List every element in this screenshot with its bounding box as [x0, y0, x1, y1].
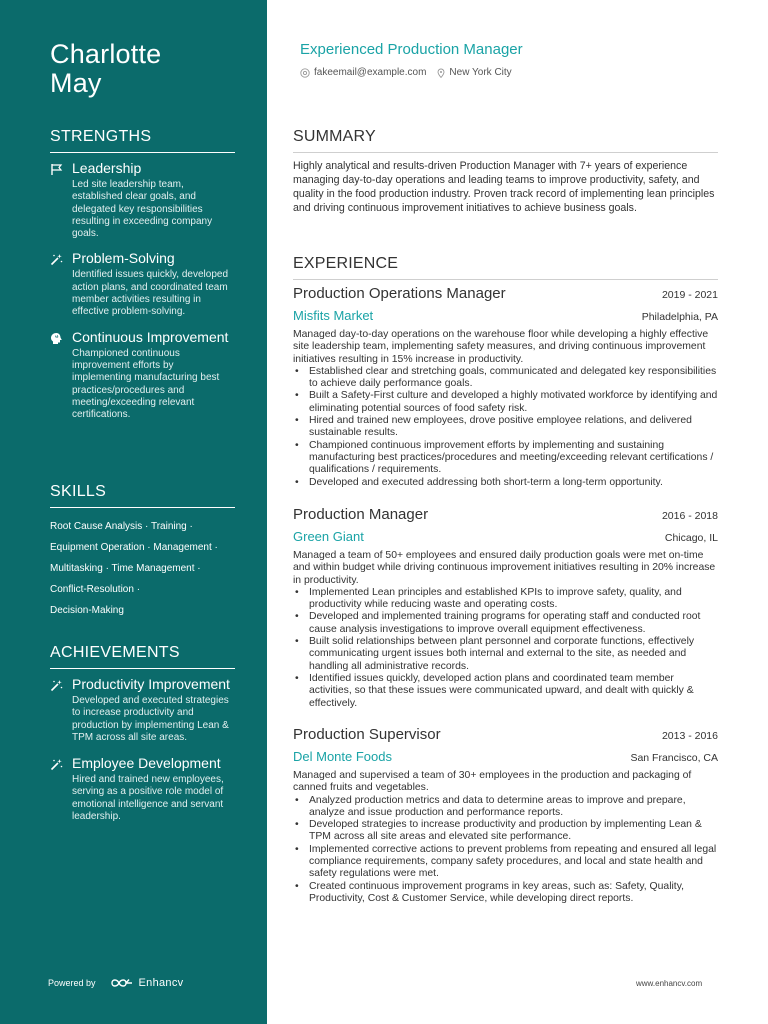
- bullet-item: • Analyzed production metrics and data to determine areas to improve and prepare, analyze and issue production and performance reports.: [293, 795, 718, 820]
- position-title: Production Manager: [293, 506, 429, 523]
- contact-info: [300, 67, 523, 78]
- enhancv-logo-icon: [110, 977, 134, 989]
- company-name: Misfits Market: [293, 308, 374, 323]
- achievements-section: [50, 644, 235, 823]
- skills-heading: SKILLS: [50, 483, 235, 508]
- strengths-heading: STRENGTHS: [50, 128, 235, 153]
- sidebar: [0, 0, 267, 1024]
- position-title: Production Operations Manager: [293, 285, 506, 302]
- enhancv-brand: Enhancv: [138, 977, 184, 989]
- experience-entry: [293, 726, 718, 905]
- company-location: San Francisco, CA: [630, 752, 718, 764]
- magic-wand-icon: [50, 679, 63, 692]
- strength-desc: Identified issues quickly, developed action plans, and coordinated team member activities resulting in effective problem-solving.: [72, 269, 229, 318]
- summary-heading: SUMMARY: [293, 128, 718, 153]
- bullet-item: • Established clear and stretching goals, communicated and delegated key responsibilities to achieve daily performance goals.: [293, 366, 718, 391]
- achievement-desc: Hired and trained new employees, serving as a positive role model of emotional intelligence and servant leadership.: [72, 774, 224, 823]
- achievement-title: Productivity Improvement: [72, 676, 230, 692]
- candidate-name: [50, 40, 161, 98]
- bullet-item: • Built a Safety-First culture and developed a highly motivated workforce by identifying and eliminating potential sources of food safety risk.: [293, 390, 718, 415]
- position-dates: 2013 - 2016: [661, 730, 718, 742]
- bullet-item: • Identified issues quickly, developed action plans and coordinated team member activities, so that these issues were communicated upward, and dealt with quickly & effectively.: [293, 673, 718, 710]
- powered-by-label: Powered by: [48, 978, 96, 988]
- last-name: May: [50, 68, 102, 98]
- skill-line: Multitasking · Time Management ·: [50, 563, 201, 574]
- strength-title: Leadership: [72, 160, 142, 176]
- strength-item: [50, 330, 235, 422]
- bullet-item: • Developed and executed addressing both short-term a long-term opportunity.: [293, 477, 718, 489]
- magic-wand-icon: [50, 253, 63, 266]
- skill-line: Equipment Operation · Management ·: [50, 542, 218, 553]
- email-text: fakeemail@example.com: [314, 67, 427, 78]
- strength-desc: Championed continuous improvement efforts by implementing manufacturing best practices/procedures and meeting/exceeding relevant certifications.: [72, 347, 220, 421]
- experience-heading: EXPERIENCE: [293, 255, 718, 280]
- strength-item: [50, 161, 235, 240]
- location-pin-icon: [437, 68, 445, 78]
- skill-line: Root Cause Analysis · Training ·: [50, 521, 193, 532]
- experience-entry: [293, 506, 718, 710]
- bullet-item: • Created continuous improvement programs in key areas, such as: Safety, Quality, Productivity, Cost & Customer Service, while developing direct reports.: [293, 881, 718, 906]
- magic-wand-icon: [50, 758, 63, 771]
- achievement-item: [50, 677, 235, 744]
- skills-section: [50, 483, 235, 621]
- summary-text: Highly analytical and results-driven Production Manager with 7+ years of experience managing day-to-day operations and leading teams to improve productivity, safety, and quality in the food production industry. Proven track record of implementing lean principles and driving continuous improvement initiatives to achieve business goals.: [293, 160, 715, 214]
- strength-title: Problem-Solving: [72, 250, 175, 267]
- bullet-item: • Built solid relationships between plant personnel and corporate functions, effectively communicating urgent issues both internal and external to the site, as needed and handling all administrative records.: [293, 636, 718, 673]
- position-description: Managed day-to-day operations on the warehouse floor while developing a highly effective site leadership team, implementing safety measures, and driving continuous improvement initiatives resulting in 15% increase in productivity.: [293, 329, 709, 365]
- company-location: Chicago, IL: [664, 532, 718, 544]
- first-name: Charlotte: [50, 39, 162, 69]
- position-description: Managed and supervised a team of 30+ employees in the production and packaging of canned fruits and vegetables.: [293, 770, 692, 794]
- achievements-heading: ACHIEVEMENTS: [50, 644, 235, 669]
- company-name: Del Monte Foods: [293, 749, 392, 764]
- achievement-item: [50, 756, 235, 823]
- powered-by: [48, 977, 183, 989]
- strength-desc: Led site leadership team, established clear goals, and delegated key responsibilities resulting in exceeding company goals.: [72, 179, 213, 240]
- bullet-item: • Hired and trained new employees, drove positive employee relations, and delivered sustainable results.: [293, 415, 718, 440]
- footer-url[interactable]: www.enhancv.com: [636, 979, 703, 988]
- location: [437, 67, 511, 78]
- achievement-bullets: [293, 366, 718, 489]
- at-icon: [300, 68, 310, 78]
- bullet-item: • Implemented Lean principles and established KPIs to improve safety, quality, and productivity while reducing waste and operating costs.: [293, 587, 718, 612]
- position-description: Managed a team of 50+ employees and ensured daily production goals were met on-time and within budget while driving continuous improvement initiatives resulting in 20% increase in productivity.: [293, 550, 716, 586]
- achievement-bullets: [293, 795, 718, 906]
- company-location: Philadelphia, PA: [641, 311, 718, 323]
- skills-list: [50, 516, 235, 621]
- experience-entry: [293, 285, 718, 489]
- skill-line: Decision-Making: [50, 605, 124, 616]
- achievement-bullets: [293, 587, 718, 710]
- bullet-item: • Championed continuous improvement efforts by implementing and sustaining manufacturing best practices/procedures and meeting/exceeding relevant certifications / qualifications / requirements.: [293, 440, 718, 477]
- bullet-item: • Developed and implemented training programs for operating staff and conducted root cause analysis investigations to improve overall equipment effectiveness.: [293, 611, 718, 636]
- flag-icon: [50, 163, 63, 176]
- location-text: New York City: [449, 67, 512, 78]
- company-name: Green Giant: [293, 529, 364, 544]
- strength-title: Continuous Improvement: [72, 328, 229, 345]
- achievement-desc: Developed and executed strategies to increase productivity and production by implementing Lean & TPM across all site areas.: [72, 695, 229, 743]
- strengths-section: [50, 128, 235, 421]
- bullet-item: • Developed strategies to increase productivity and production by implementing Lean & TPM across all site areas and elevated site performance.: [293, 819, 718, 844]
- position-dates: 2019 - 2021: [661, 289, 718, 301]
- email[interactable]: [300, 67, 426, 78]
- job-title-header: Experienced Production Manager: [300, 41, 523, 58]
- strength-item: [50, 251, 235, 318]
- skill-line: Conflict-Resolution ·: [50, 584, 141, 595]
- brain-icon: [50, 332, 63, 345]
- position-title: Production Supervisor: [293, 726, 441, 743]
- achievement-title: Employee Development: [72, 755, 221, 772]
- bullet-item: • Implemented corrective actions to prevent problems from repeating and ensured all legal compliance requirements, company safety procedures, and local and state health and safety regulations were met.: [293, 844, 718, 881]
- position-dates: 2016 - 2018: [661, 510, 718, 522]
- enhancv-logo[interactable]: [110, 977, 184, 989]
